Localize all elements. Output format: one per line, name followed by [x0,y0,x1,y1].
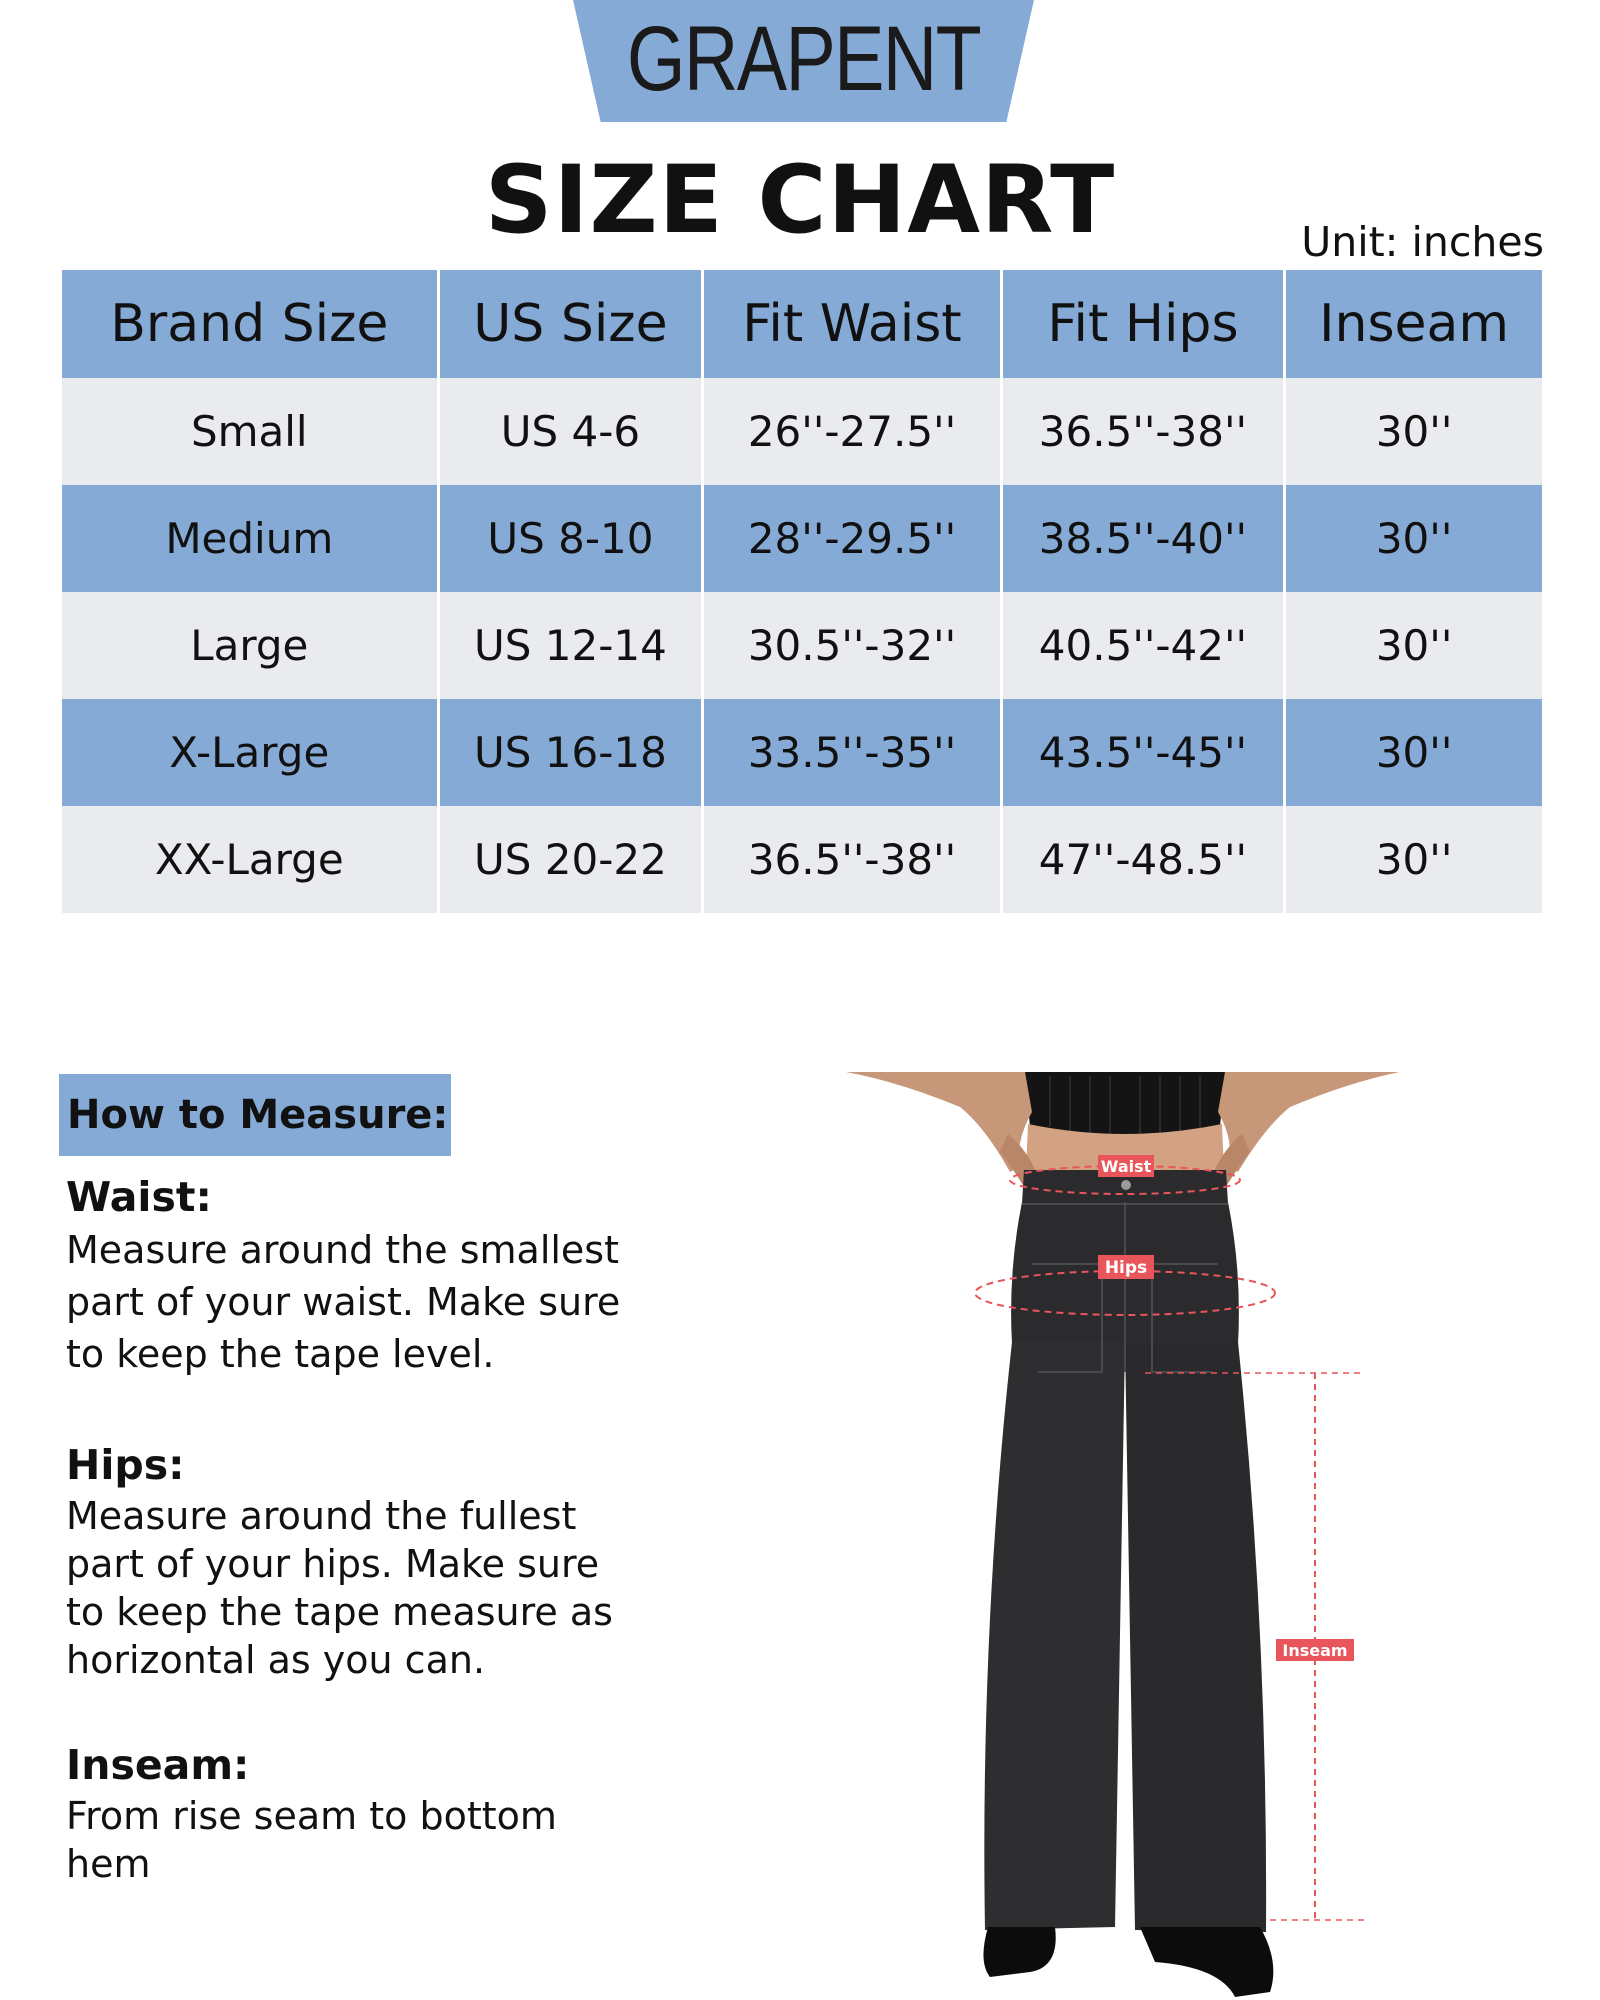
jeans-model-figure [840,1072,1400,2000]
description-line: part of your waist. Make sure [66,1280,621,1324]
waist-instructions [66,1170,636,1380]
waist-title: Waist: [66,1173,212,1221]
hips-title: Hips: [66,1441,185,1489]
table-cell: Large [62,592,437,699]
table-header-row [62,270,1542,378]
table-cell: 30'' [1286,592,1542,699]
description-line: Measure around the smallest [66,1228,620,1272]
inseam-description [66,1792,636,1888]
inseam-tag-label: Inseam [1282,1641,1348,1660]
table-row [62,806,1542,913]
table-cell: US 20-22 [440,806,702,913]
inseam-title: Inseam: [66,1741,250,1789]
jeans-right-leg [1125,1342,1266,1932]
table-cell: Medium [62,485,437,592]
table-cell: 26''-27.5'' [704,378,999,485]
table-cell: 30.5''-32'' [704,592,999,699]
table-row [62,699,1542,806]
description-line: part of your hips. Make sure [66,1542,600,1586]
table-cell: 30'' [1286,378,1542,485]
description-line: hem [66,1842,151,1886]
hips-instructions [66,1438,636,1684]
description-line: From rise seam to bottom [66,1794,557,1838]
table-cell: US 4-6 [440,378,702,485]
description-line: to keep the tape level. [66,1332,495,1376]
description-line: Measure around the fullest [66,1494,577,1538]
hips-tag-label: Hips [1104,1258,1148,1278]
table-cell: 30'' [1286,806,1542,913]
table-row [62,592,1542,699]
inseam-instructions [66,1738,636,1888]
column-header: US Size [440,270,702,378]
table-cell: 30'' [1286,485,1542,592]
hips-description [66,1492,636,1684]
table-row [62,378,1542,485]
table-row [62,485,1542,592]
column-header: Brand Size [62,270,437,378]
description-line: horizontal as you can. [66,1638,486,1682]
unit-label: Unit: inches [1301,218,1544,266]
brand-logo: GRAPENT [626,7,981,110]
column-header: Fit Hips [1003,270,1284,378]
table-cell: 36.5''-38'' [704,806,999,913]
table-cell: XX-Large [62,806,437,913]
table-cell: US 12-14 [440,592,702,699]
size-table [59,270,1545,913]
waist-tag-label: Waist [1100,1157,1152,1176]
column-header: Fit Waist [704,270,999,378]
table-cell: 40.5''-42'' [1003,592,1284,699]
table-cell: 38.5''-40'' [1003,485,1284,592]
crop-top [1025,1072,1225,1136]
page-title: SIZE CHART [484,146,1116,255]
column-header: Inseam [1286,270,1542,378]
table-cell: US 16-18 [440,699,702,806]
left-shoe [983,1927,1055,1977]
table-cell: Small [62,378,437,485]
table-cell: 28''-29.5'' [704,485,999,592]
right-shoe [1140,1927,1273,1997]
waist-description [66,1224,636,1380]
table-cell: 30'' [1286,699,1542,806]
table-cell: 47''-48.5'' [1003,806,1284,913]
description-line: to keep the tape measure as [66,1590,613,1634]
table-cell: 43.5''-45'' [1003,699,1284,806]
how-to-measure-heading: How to Measure: [59,1074,451,1156]
jeans-left-leg [984,1342,1125,1930]
table-cell: 36.5''-38'' [1003,378,1284,485]
table-cell: 33.5''-35'' [704,699,999,806]
table-cell: US 8-10 [440,485,702,592]
table-cell: X-Large [62,699,437,806]
